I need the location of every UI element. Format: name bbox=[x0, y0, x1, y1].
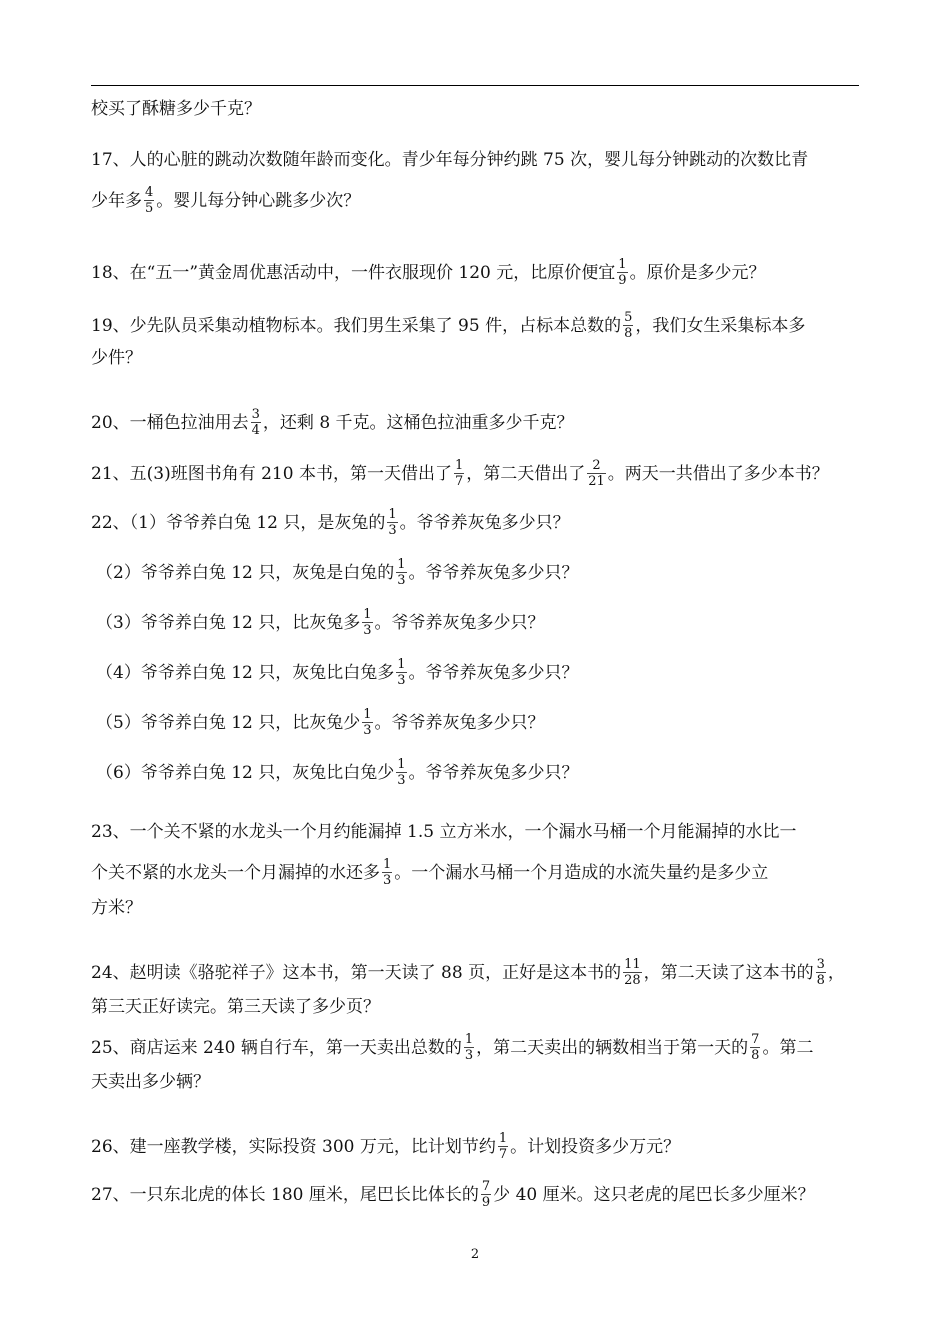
fraction: $\frac{1}{3}$ bbox=[363, 707, 372, 738]
fraction: $\frac{11}{28}$ bbox=[624, 957, 641, 988]
problem-20: 20、一桶色拉油用去 $\frac{3}{4}$ ，还剩 8 千克。这桶色拉油重多少千克？ bbox=[91, 407, 574, 438]
problem-23-line3: 方米？ bbox=[91, 898, 142, 918]
fraction: $\frac{1}{3}$ bbox=[383, 857, 392, 888]
fraction: $\frac{1}{3}$ bbox=[388, 507, 397, 538]
fraction: $\frac{2}{21}$ bbox=[588, 458, 605, 489]
fraction: $\frac{1}{3}$ bbox=[363, 607, 372, 638]
problem-18: 18、在“五一”黄金周优惠活动中，一件衣服现价 120 元，比原价便宜 $\frac{1}{9}$ 。原价是多少元？ bbox=[91, 257, 766, 288]
text-line-16-end: 校买了酥糖多少千克？ bbox=[91, 99, 261, 119]
header-rule bbox=[91, 85, 859, 86]
problem-17-line1: 17、人的心脏的跳动次数随年龄而变化。青少年每分钟约跳 75 次，婴儿每分钟跳动的次数比青 bbox=[91, 150, 809, 170]
problem-24-line2: 第三天正好读完。第三天读了多少页？ bbox=[91, 997, 380, 1017]
fraction: $\frac{1}{7}$ bbox=[454, 458, 464, 489]
problem-22-part2: （2）爷爷养白兔 12 只，灰兔是白兔的 $\frac{1}{3}$ 。爷爷养灰兔多少只？ bbox=[96, 557, 579, 588]
fraction: $\frac{1}{7}$ bbox=[498, 1131, 508, 1162]
problem-17-line2: 少年多 $\frac{4}{5}$ 。婴儿每分钟心跳多少次？ bbox=[91, 185, 361, 216]
fraction: $\frac{3}{8}$ bbox=[816, 957, 825, 988]
fraction: $\frac{3}{4}$ bbox=[251, 407, 260, 438]
fraction: $\frac{7}{8}$ bbox=[751, 1032, 760, 1063]
problem-22-part5: （5）爷爷养白兔 12 只，比灰兔少 $\frac{1}{3}$ 。爷爷养灰兔多少只？ bbox=[96, 707, 545, 738]
problem-22-part4: （4）爷爷养白兔 12 只，灰兔比白兔多 $\frac{1}{3}$ 。爷爷养灰兔多少只？ bbox=[96, 657, 579, 688]
problem-19-line2: 少件？ bbox=[91, 348, 142, 368]
fraction: $\frac{1}{3}$ bbox=[397, 557, 406, 588]
fraction: $\frac{1}{3}$ bbox=[397, 757, 406, 788]
problem-26: 26、建一座教学楼，实际投资 300 万元，比计划节约 $\frac{1}{7}$ 。计划投资多少万元？ bbox=[91, 1131, 681, 1162]
problem-22-part6: （6）爷爷养白兔 12 只，灰兔比白兔少 $\frac{1}{3}$ 。爷爷养灰兔多少只？ bbox=[96, 757, 579, 788]
problem-22-part3: （3）爷爷养白兔 12 只，比灰兔多 $\frac{1}{3}$ 。爷爷养灰兔多少只？ bbox=[96, 607, 545, 638]
problem-24-line1: 24、赵明读《骆驼祥子》这本书，第一天读了 88 页，正好是这本书的 $\frac{11}{28}$ ，第二天读了这本书的 $\frac{3}{8}$ ， bbox=[91, 957, 845, 988]
problem-27: 27、一只东北虎的体长 180 厘米，尾巴长比体长的 $\frac{7}{9}$ 少 40 厘米。这只老虎的尾巴长多少厘米？ bbox=[91, 1179, 815, 1210]
problem-22-part1: 22、（1）爷爷养白兔 12 只，是灰兔的 $\frac{1}{3}$ 。爷爷养灰兔多少只？ bbox=[91, 507, 570, 538]
fraction: $\frac{4}{5}$ bbox=[145, 185, 154, 216]
fraction: $\frac{1}{3}$ bbox=[464, 1032, 474, 1063]
problem-25-line1: 25、商店运来 240 辆自行车，第一天卖出总数的 $\frac{1}{3}$ ，第二天卖出的辆数相当于第一天的 $\frac{7}{8}$ 。第二 bbox=[91, 1032, 814, 1063]
problem-19-line1: 19、少先队员采集动植物标本。我们男生采集了 95 件，占标本总数的 $\frac{5}{8}$ ，我们女生采集标本多 bbox=[91, 310, 806, 341]
fraction: $\frac{1}{9}$ bbox=[618, 257, 627, 288]
problem-25-line2: 天卖出多少辆？ bbox=[91, 1072, 210, 1092]
page-number: 2 bbox=[470, 1247, 480, 1262]
fraction: $\frac{7}{9}$ bbox=[481, 1179, 491, 1210]
problem-21: 21、五(3)班图书角有 210 本书，第一天借出了 $\frac{1}{7}$ ，第二天借出了 $\frac{2}{21}$ 。两天一共借出了多少本书？ bbox=[91, 458, 829, 489]
problem-23-line2: 个关不紧的水龙头一个月漏掉的水还多 $\frac{1}{3}$ 。一个漏水马桶一个月造成的水流失量约是多少立 bbox=[91, 857, 769, 888]
fraction: $\frac{1}{3}$ bbox=[397, 657, 406, 688]
problem-23-line1: 23、一个关不紧的水龙头一个月约能漏掉 1.5 立方米水，一个漏水马桶一个月能漏掉的水比一 bbox=[91, 822, 797, 842]
fraction: $\frac{5}{8}$ bbox=[624, 310, 633, 341]
